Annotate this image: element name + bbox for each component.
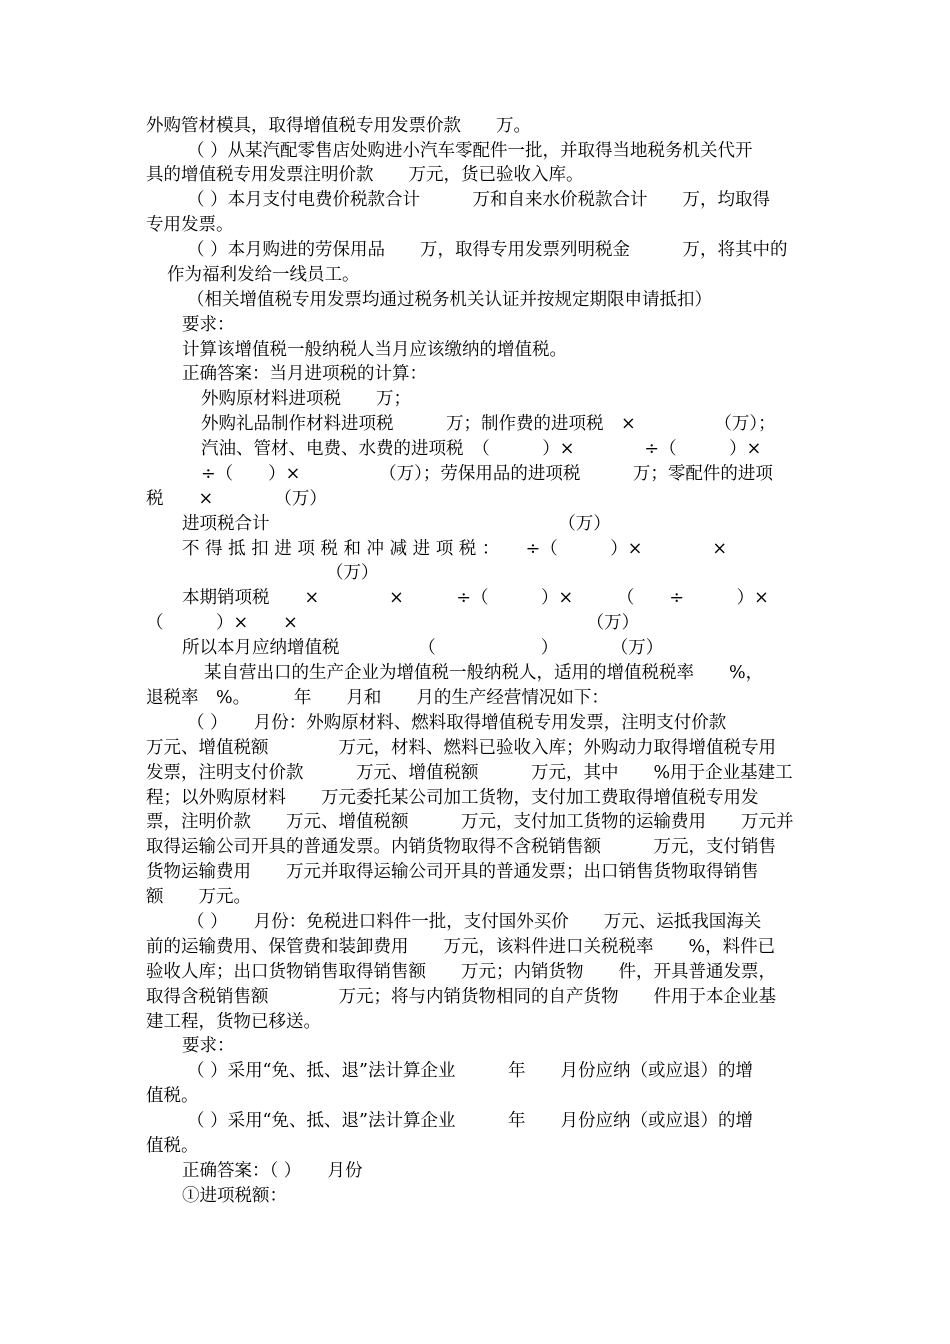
text-line: （ ）采用“免、抵、退”法计算企业 年 月份应纳（或应退）的增 [187,1111,753,1131]
text-line: ①进项税额： [182,1186,287,1206]
text-line: 计算该增值税一般纳税人当月应该缴纳的增值税。 [182,340,567,360]
text-line: 要求： [182,315,235,335]
text-line: 专用发票。 [146,215,234,235]
text-line: （ ）× × （万） [146,613,640,633]
text-line: 外购礼品制作材料进项税 万；制作费的进项税 × （万）； [201,414,776,434]
text-line: 进项税合计 （万） [182,514,611,534]
text-line: （ ）本月支付电费价税款合计 万和自来水价税款合计 万，均取得 [187,190,771,210]
text-line: 某自营出口的生产企业为增值税一般纳税人，适用的增值税税率 %， [204,663,764,683]
text-line: 发票，注明支付价款 万元、增值税额 万元，其中 %用于企业基建工 [146,763,793,783]
text-line: 汽油、管材、电费、水费的进项税 （ ）× ÷（ ）× [201,439,762,459]
text-line: （ ）本月购进的劳保用品 万，取得专用发票列明税金 万，将其中的 [187,240,788,260]
text-line: 作为福利发给一线员工。 [167,265,360,285]
text-line: 税 × （万） [146,489,327,509]
text-line: 所以本月应纳增值税 （ ） （万） [182,638,664,658]
text-line: 具的增值税专用发票注明价款 万元，货已验收入库。 [146,165,584,185]
text-line: （ ）从某汽配零售店处购进小汽车零配件一批，并取得当地税务机关代开 [187,141,753,161]
text-line: 取得运输公司开具的普通发票。内销货物取得不含税销售额 万元，支付销售 [146,837,776,857]
text-line: 退税率 %。 年 月和 月的生产经营情况如下： [146,688,609,708]
text-line: 货物运输费用 万元并取得运输公司开具的普通发票；出口销售货物取得销售 [146,862,759,882]
text-line: 建工程，货物已移送。 [146,1012,321,1032]
text-line: 程；以外购原材料 万元委托某公司加工货物，支付加工费取得增值税专用发 [146,788,759,808]
text-line: 取得含税销售额 万元；将与内销货物相同的自产货物 件用于本企业基 [146,987,776,1007]
text-line: （ ） 月份：免税进口料件一批，支付国外买价 万元、运抵我国海关 [187,912,762,932]
text-line: 万元、增值税额 万元，材料、燃料已验收入库；外购动力取得增值税专用 [146,738,776,758]
text-line: （ ）采用“免、抵、退”法计算企业 年 月份应纳（或应退）的增 [187,1061,753,1081]
text-line: 不 得 抵 扣 进 项 税 和 冲 减 进 项 税 ： ÷（ ）× × [182,539,728,559]
text-line: 票，注明价款 万元、增值税额 万元，支付加工货物的运输费用 万元并 [146,812,794,832]
text-line: 值税。 [146,1136,199,1156]
text-line: 前的运输费用、保管费和装卸费用 万元，该料件进口关税税率 %，料件已 [146,937,776,957]
text-line: （相关增值税专用发票均通过税务机关认证并按规定期限申请抵扣） [187,290,712,310]
text-line: ÷（ ）× （万）；劳保用品的进项税 万；零配件的进项 [201,464,773,484]
text-line: 外购原材料进项税 万； [201,389,411,409]
text-line: 本期销项税 × × ÷（ ）× （ ÷ ）× [182,588,769,608]
text-line: 正确答案：当月进项税的计算： [182,364,427,384]
text-line: 值税。 [146,1086,199,1106]
text-line: （万） [326,563,379,583]
text-line: 外购管材模具，取得增值税专用发票价款 万。 [146,116,531,136]
text-line: 额 万元。 [146,887,251,907]
text-line: 正确答案：（ ） 月份 [182,1161,363,1181]
text-line: （ ） 月份：外购原材料、燃料取得增值税专用发票，注明支付价款 [187,713,727,733]
text-line: 要求： [182,1036,235,1056]
text-line: 验收人库；出口货物销售取得销售额 万元；内销货物 件，开具普通发票， [146,962,776,982]
